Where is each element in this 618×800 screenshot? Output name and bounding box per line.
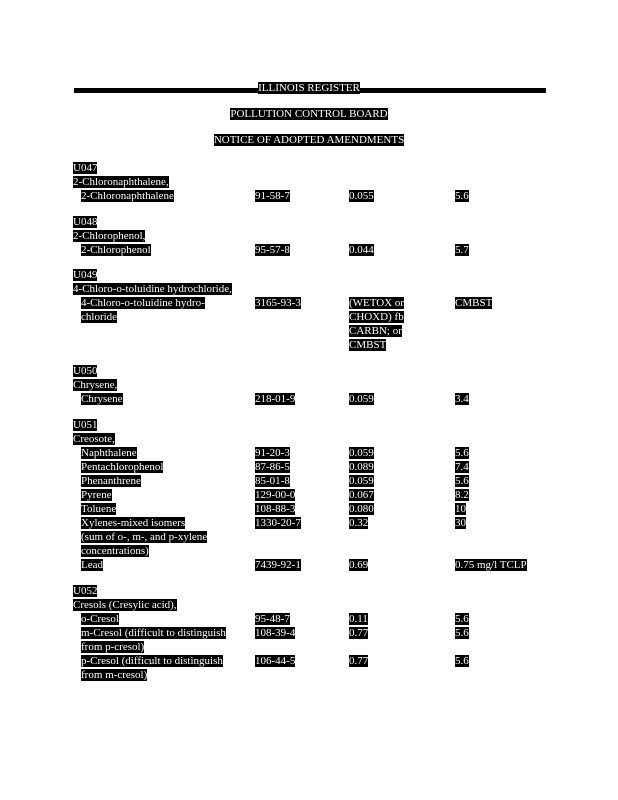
nww-standard: 7.4	[455, 461, 469, 473]
nww-standard: CMBST	[455, 297, 493, 309]
nww-standard: 30	[455, 517, 466, 529]
cas-number: 87-86-5	[255, 461, 290, 473]
cas-number: 85-01-8	[255, 475, 290, 487]
notice-title: NOTICE OF ADOPTED AMENDMENTS	[213, 134, 405, 146]
waste-name: Chrysene,	[73, 379, 118, 391]
constituent: Chrysene	[81, 393, 123, 405]
constituent: Toluene	[81, 503, 117, 515]
ww-standard: (WETOX or	[349, 297, 405, 309]
waste-code: U049	[73, 269, 98, 281]
cas-number: 1330-20-7	[255, 517, 301, 529]
cas-number: 3165-93-3	[255, 297, 301, 309]
nww-standard: 5.6	[455, 190, 469, 202]
waste-code: U051	[73, 419, 98, 431]
cas-number: 91-58-7	[255, 190, 290, 202]
constituent: 4-Chloro-o-toluidine hydro-	[81, 297, 205, 309]
nww-standard: 3.4	[455, 393, 469, 405]
constituent: Phenanthrene	[81, 475, 141, 487]
ww-standard: 0.77	[349, 627, 369, 639]
cas-number: 129-00-0	[255, 489, 296, 501]
cas-number: 7439-92-1	[255, 559, 301, 571]
ww-standard: 0.69	[349, 559, 369, 571]
nww-standard: 5.6	[455, 655, 469, 667]
waste-name: Cresols (Cresylic acid),	[73, 599, 177, 611]
waste-name: Creosote,	[73, 433, 115, 445]
ww-standard: 0.044	[349, 244, 374, 256]
waste-name: 2-Chlorophenol,	[73, 230, 146, 242]
constituent: Pentachlorophenol	[81, 461, 164, 473]
register-title: ILLINOIS REGISTER	[258, 82, 360, 94]
ww-standard-continued: CMBST	[349, 339, 387, 351]
cas-number: 218-01-9	[255, 393, 296, 405]
ww-standard-continued: CHOXD) fb	[349, 311, 404, 323]
nww-standard: 5.6	[455, 613, 469, 625]
cas-number: 108-88-3	[255, 503, 296, 515]
cas-number: 106-44-5	[255, 655, 296, 667]
constituent-continued: from m-cresol)	[81, 669, 148, 681]
cas-number: 95-48-7	[255, 613, 290, 625]
cas-number: 108-39-4	[255, 627, 296, 639]
ww-standard: 0.059	[349, 393, 374, 405]
constituent-continued: chloride	[81, 311, 118, 323]
constituent-continued: concentrations)	[81, 545, 149, 557]
cas-number: 95-57-8	[255, 244, 290, 256]
nww-standard: 5.6	[455, 447, 469, 459]
nww-standard: 8.2	[455, 489, 469, 501]
constituent-continued: from p-cresol)	[81, 641, 145, 653]
cas-number: 91-20-3	[255, 447, 290, 459]
nww-standard: 5.6	[455, 627, 469, 639]
constituent: Lead	[81, 559, 103, 571]
ww-standard: 0.059	[349, 475, 374, 487]
ww-standard: 0.059	[349, 447, 374, 459]
constituent-continued: (sum of o-, m-, and p-xylene	[81, 531, 208, 543]
board-title: POLLUTION CONTROL BOARD	[230, 108, 388, 120]
ww-standard: 0.32	[349, 517, 369, 529]
nww-standard: 5.6	[455, 475, 469, 487]
waste-code: U052	[73, 585, 98, 597]
constituent: Pyrene	[81, 489, 112, 501]
waste-code: U048	[73, 216, 98, 228]
ww-standard: 0.080	[349, 503, 374, 515]
constituent: 2-Chloronaphthalene	[81, 190, 174, 202]
ww-standard: 0.089	[349, 461, 374, 473]
constituent: p-Cresol (difficult to distinguish	[81, 655, 223, 667]
ww-standard: 0.11	[349, 613, 368, 625]
waste-code: U050	[73, 365, 98, 377]
constituent: o-Cresol	[81, 613, 119, 625]
waste-code: U047	[73, 162, 98, 174]
waste-name: 4-Chloro-o-toluidine hydrochloride,	[73, 283, 232, 295]
waste-name: 2-Chloronaphthalene,	[73, 176, 169, 188]
nww-standard: 0.75 mg/l TCLP	[455, 559, 527, 571]
ww-standard: 0.067	[349, 489, 374, 501]
ww-standard-continued: CARBN; or	[349, 325, 402, 337]
constituent: Xylenes-mixed isomers	[81, 517, 186, 529]
constituent: m-Cresol (difficult to distinguish	[81, 627, 226, 639]
constituent: Naphthalene	[81, 447, 137, 459]
constituent: 2-Chlorophenol	[81, 244, 151, 256]
ww-standard: 0.055	[349, 190, 374, 202]
nww-standard: 5.7	[455, 244, 469, 256]
nww-standard: 10	[455, 503, 466, 515]
ww-standard: 0.77	[349, 655, 369, 667]
